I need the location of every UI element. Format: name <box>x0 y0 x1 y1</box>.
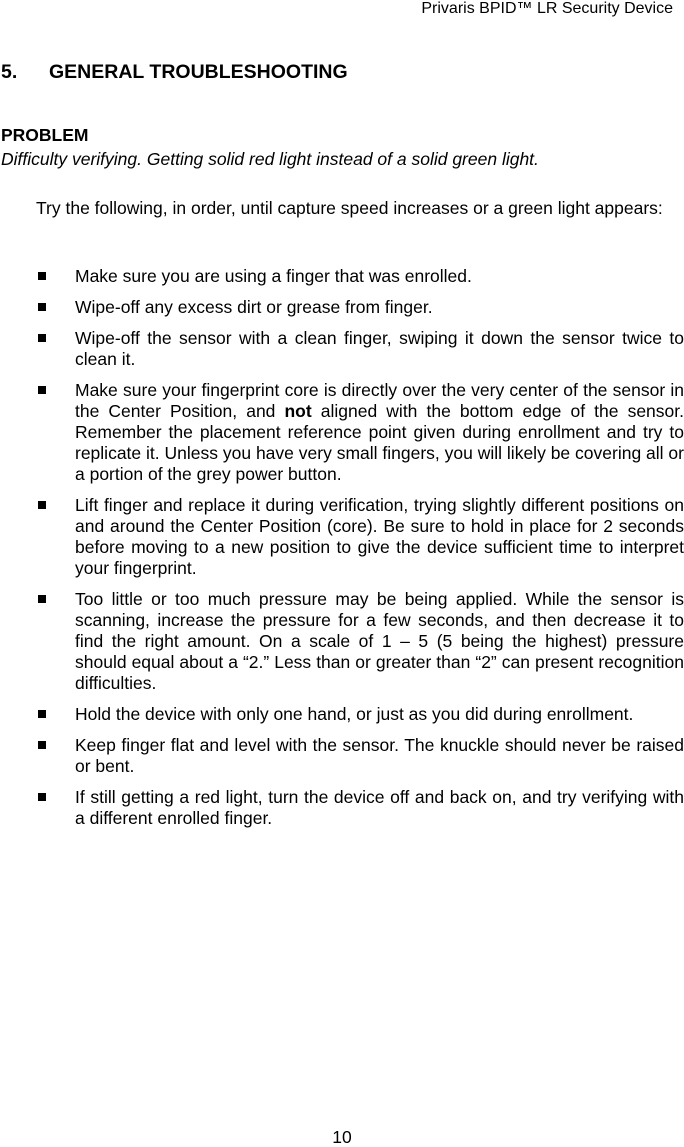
list-item-text: Too little or too much pressure may be being applied. While the sensor is scanning, increase the pressure for a few seconds, and then decrease it to find the right amount. On a scale of 1 – 5 (5 being the highest) pressure should equal about a “2.” Less than or greater than “2” can present recognition difficulties. <box>75 589 684 693</box>
list-item <box>0 589 684 694</box>
list-item-text: Make sure you are using a finger that was enrolled. <box>75 266 472 286</box>
square-bullet-icon <box>38 741 46 749</box>
section-heading <box>1 61 348 83</box>
list-item-text: Hold the device with only one hand, or just as you did during enrollment. <box>75 704 634 724</box>
square-bullet-icon <box>38 334 46 342</box>
list-item <box>0 380 684 485</box>
list-item <box>0 735 684 777</box>
list-item-text: Keep finger flat and level with the sensor. The knuckle should never be raised or bent. <box>75 735 684 776</box>
square-bullet-icon <box>38 501 46 509</box>
list-item-text-after: aligned with the bottom edge of the sensor. Remember the placement reference point given during enrollment and try to replicate it. Unless you have very small fingers, you will likely be covering all or a portion of the grey power button. <box>75 401 684 484</box>
list-item <box>0 328 684 370</box>
square-bullet-icon <box>38 303 46 311</box>
problem-label: PROBLEM <box>1 125 89 145</box>
list-item <box>0 266 684 287</box>
square-bullet-icon <box>38 595 46 603</box>
list-item <box>0 297 684 318</box>
square-bullet-icon <box>38 710 46 718</box>
list-item-text: Lift finger and replace it during verification, trying slightly different positions on and around the Center Position (core). Be sure to hold in place for 2 seconds before moving to a new position to give the device sufficient time to interpret your fingerprint. <box>75 495 684 578</box>
list-item <box>0 787 684 829</box>
square-bullet-icon <box>38 386 46 394</box>
problem-description: Difficulty verifying. Getting solid red light instead of a solid green light. <box>1 149 539 169</box>
section-title: GENERAL TROUBLESHOOTING <box>49 61 348 83</box>
page-header: Privaris BPID™ LR Security Device <box>421 0 673 17</box>
list-item <box>0 704 684 725</box>
list-item <box>0 495 684 579</box>
list-item-text: Wipe-off any excess dirt or grease from finger. <box>75 297 433 317</box>
section-number: 5. <box>1 61 18 83</box>
list-item-text: Wipe-off the sensor with a clean finger, swiping it down the sensor twice to clean it. <box>75 328 684 369</box>
list-item-text-before: Make sure your fingerprint core is directly over the very center of the sensor in the Center Position, and <box>75 380 684 421</box>
page-number: 10 <box>332 1127 352 1147</box>
square-bullet-icon <box>38 793 46 801</box>
troubleshooting-list <box>0 266 684 839</box>
list-item-text: If still getting a red light, turn the device off and back on, and try verifying with a different enrolled finger. <box>75 787 684 828</box>
intro-paragraph: Try the following, in order, until capture speed increases or a green light appears: <box>36 198 663 218</box>
list-item-emphasis: not <box>284 401 312 421</box>
square-bullet-icon <box>38 272 46 280</box>
